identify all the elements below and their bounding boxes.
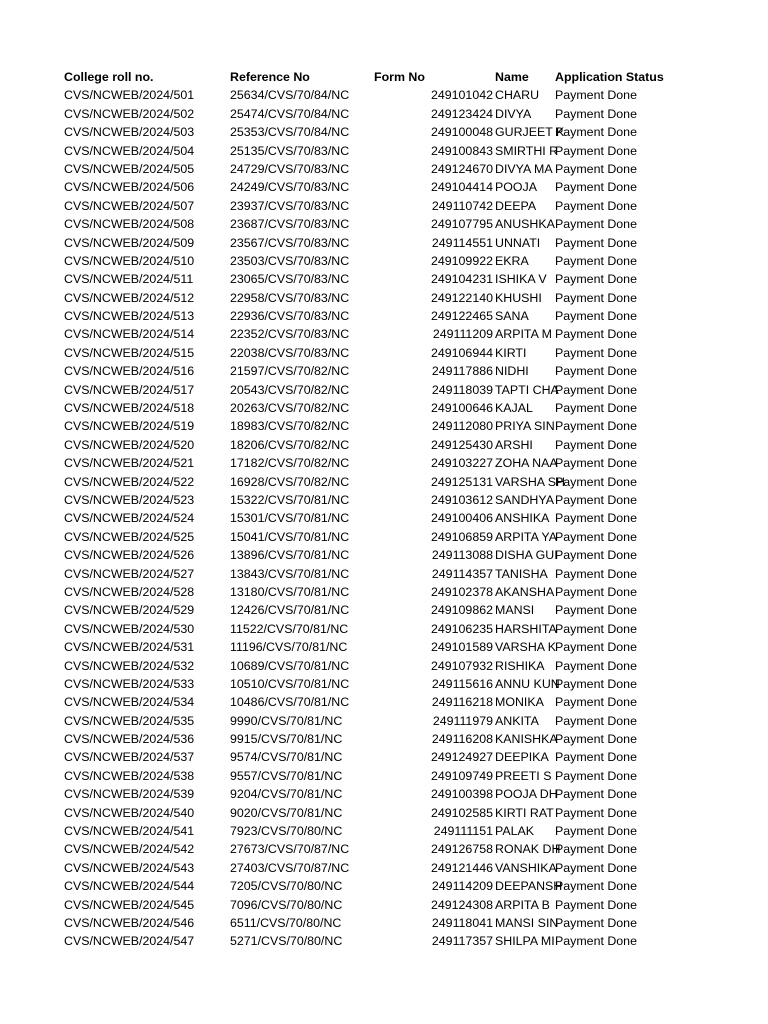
cell-reference-no: 9990/CVS/70/81/NC [230,713,343,728]
cell-name: TANISHA [495,566,548,581]
cell-reference-no: 25353/CVS/70/84/NC [230,125,350,140]
header-reference-no: Reference No [230,70,310,84]
table-row [0,730,768,748]
cell-name: SMIRTHI R [495,143,559,158]
table-row [0,675,768,693]
cell-reference-no: 23503/CVS/70/83/NC [230,253,350,268]
cell-form-no: 249113088 [431,548,493,563]
cell-form-no: 249106235 [430,621,493,636]
cell-application-status: Payment Done [555,198,637,213]
table-row [0,748,768,766]
cell-application-status: Payment Done [555,474,637,489]
cell-reference-no: 10689/CVS/70/81/NC [230,658,350,673]
cell-name: KIRTI [495,345,527,360]
cell-form-no: 249101042 [430,88,493,103]
table-row [0,932,768,950]
cell-college-roll-no: CVS/NCWEB/2024/510 [64,253,195,268]
cell-form-no: 249102378 [430,584,493,599]
table-row [0,767,768,785]
table-row [0,840,768,858]
cell-college-roll-no: CVS/NCWEB/2024/512 [64,290,195,305]
cell-college-roll-no: CVS/NCWEB/2024/501 [64,88,195,103]
cell-name: RONAK DH [495,842,561,857]
cell-name: DEEPANSH [495,879,563,894]
table-row [0,344,768,362]
cell-application-status: Payment Done [555,419,637,434]
cell-college-roll-no: CVS/NCWEB/2024/505 [64,161,195,176]
cell-college-roll-no: CVS/NCWEB/2024/543 [64,860,195,875]
cell-form-no: 249122140 [430,290,493,305]
table-row [0,583,768,601]
cell-college-roll-no: CVS/NCWEB/2024/525 [64,529,195,544]
table-row [0,914,768,932]
table-header-row [0,68,768,86]
cell-application-status: Payment Done [555,584,637,599]
cell-application-status: Payment Done [555,88,637,103]
cell-reference-no: 27673/CVS/70/87/NC [230,842,350,857]
cell-reference-no: 20543/CVS/70/82/NC [230,382,350,397]
cell-college-roll-no: CVS/NCWEB/2024/516 [64,364,195,379]
cell-form-no: 249125430 [430,437,493,452]
cell-name: DIVYA MA [495,161,553,176]
cell-name: SANA [495,309,529,324]
cell-college-roll-no: CVS/NCWEB/2024/527 [64,566,195,581]
cell-reference-no: 10510/CVS/70/81/NC [230,676,350,691]
cell-college-roll-no: CVS/NCWEB/2024/502 [64,106,195,121]
cell-form-no: 249107795 [430,217,493,232]
cell-reference-no: 13843/CVS/70/81/NC [230,566,350,581]
table-row [0,325,768,343]
table-row [0,454,768,472]
table-row [0,509,768,527]
cell-college-roll-no: CVS/NCWEB/2024/539 [64,787,195,802]
cell-form-no: 249124308 [430,897,493,912]
cell-reference-no: 21597/CVS/70/82/NC [230,364,350,379]
table-row [0,123,768,141]
table-row [0,160,768,178]
cell-form-no: 249100048 [430,125,493,140]
cell-application-status: Payment Done [555,253,637,268]
cell-application-status: Payment Done [555,566,637,581]
cell-form-no: 249124670 [430,161,493,176]
cell-name: ARSHI [495,437,533,452]
cell-form-no: 249122465 [430,309,493,324]
table-row [0,381,768,399]
cell-college-roll-no: CVS/NCWEB/2024/523 [64,492,195,507]
cell-reference-no: 7923/CVS/70/80/NC [230,824,343,839]
cell-college-roll-no: CVS/NCWEB/2024/518 [64,401,195,416]
cell-reference-no: 25135/CVS/70/83/NC [230,143,350,158]
cell-college-roll-no: CVS/NCWEB/2024/514 [64,327,195,342]
cell-application-status: Payment Done [555,787,637,802]
cell-application-status: Payment Done [555,290,637,305]
cell-form-no: 249109749 [430,768,493,783]
table-row [0,657,768,675]
cell-reference-no: 23687/CVS/70/83/NC [230,217,350,232]
cell-name: DEEPIKA [495,750,549,765]
cell-name: DIVYA [495,106,532,121]
cell-reference-no: 23567/CVS/70/83/NC [230,235,350,250]
cell-name: DEEPA [495,198,537,213]
cell-college-roll-no: CVS/NCWEB/2024/517 [64,382,195,397]
cell-reference-no: 20263/CVS/70/82/NC [230,401,350,416]
table-row [0,142,768,160]
cell-name: POOJA DH [495,787,558,802]
table-row [0,86,768,104]
cell-college-roll-no: CVS/NCWEB/2024/533 [64,676,195,691]
table-row [0,804,768,822]
cell-reference-no: 18206/CVS/70/82/NC [230,437,350,452]
cell-reference-no: 15041/CVS/70/81/NC [230,529,350,544]
cell-application-status: Payment Done [555,897,637,912]
cell-college-roll-no: CVS/NCWEB/2024/528 [64,584,195,599]
cell-college-roll-no: CVS/NCWEB/2024/534 [64,695,195,710]
cell-form-no: 249104414 [430,180,493,195]
cell-name: DISHA GUI [495,548,558,563]
cell-college-roll-no: CVS/NCWEB/2024/531 [64,640,195,655]
cell-name: SHILPA MI [495,934,555,949]
cell-application-status: Payment Done [555,382,637,397]
cell-form-no: 249110742 [431,198,493,213]
cell-application-status: Payment Done [555,437,637,452]
cell-form-no: 249107932 [430,658,493,673]
cell-college-roll-no: CVS/NCWEB/2024/540 [64,805,195,820]
table-row [0,896,768,914]
cell-reference-no: 18983/CVS/70/82/NC [230,419,350,434]
cell-form-no: 249103227 [430,456,493,471]
cell-form-no: 249125131 [430,474,493,489]
cell-name: CHARU [495,88,540,103]
cell-name: GURJEET K [495,125,565,140]
cell-form-no: 249109862 [430,603,493,618]
spreadsheet-table [0,68,768,951]
table-body [0,86,768,950]
cell-application-status: Payment Done [555,658,637,673]
cell-reference-no: 7205/CVS/70/80/NC [230,879,343,894]
cell-application-status: Payment Done [555,824,637,839]
cell-application-status: Payment Done [555,511,637,526]
cell-form-no: 249121446 [430,860,493,875]
cell-reference-no: 15322/CVS/70/81/NC [230,492,350,507]
cell-reference-no: 22958/CVS/70/83/NC [230,290,350,305]
cell-form-no: 249114551 [431,235,493,250]
cell-college-roll-no: CVS/NCWEB/2024/537 [64,750,195,765]
table-row [0,859,768,877]
cell-application-status: Payment Done [555,309,637,324]
table-row [0,877,768,895]
cell-name: PREETI S [495,768,552,783]
cell-application-status: Payment Done [555,732,637,747]
cell-application-status: Payment Done [555,768,637,783]
cell-name: AKANSHA [495,584,555,599]
cell-reference-no: 9574/CVS/70/81/NC [230,750,343,765]
cell-name: ZOHA NAA [495,456,558,471]
cell-name: PALAK [495,824,535,839]
cell-form-no: 249126758 [430,842,493,857]
cell-application-status: Payment Done [555,401,637,416]
table-row [0,712,768,730]
cell-college-roll-no: CVS/NCWEB/2024/536 [64,732,195,747]
cell-reference-no: 23937/CVS/70/83/NC [230,198,350,213]
cell-form-no: 249100398 [430,787,493,802]
cell-reference-no: 22936/CVS/70/83/NC [230,309,350,324]
table-row [0,399,768,417]
cell-name: ANUSHKA [495,217,555,232]
cell-reference-no: 23065/CVS/70/83/NC [230,272,350,287]
cell-form-no: 249114209 [431,879,493,894]
table-row [0,270,768,288]
cell-application-status: Payment Done [555,217,637,232]
cell-application-status: Payment Done [555,529,637,544]
cell-reference-no: 10486/CVS/70/81/NC [230,695,350,710]
table-row [0,546,768,564]
cell-college-roll-no: CVS/NCWEB/2024/519 [64,419,195,434]
cell-form-no: 249112080 [431,419,493,434]
table-row [0,307,768,325]
cell-reference-no: 15301/CVS/70/81/NC [230,511,350,526]
cell-name: ARPITA YA [495,529,557,544]
cell-application-status: Payment Done [555,860,637,875]
cell-application-status: Payment Done [555,106,637,121]
cell-name: NIDHI [495,364,529,379]
cell-reference-no: 16928/CVS/70/82/NC [230,474,350,489]
table-row [0,362,768,380]
cell-name: ARPITA M [495,327,552,342]
cell-form-no: 249100406 [430,511,493,526]
header-form-no: Form No [374,70,425,84]
header-college-roll-no: College roll no. [64,70,154,84]
cell-form-no: 249111979 [432,713,493,728]
cell-form-no: 249115616 [431,676,493,691]
table-row [0,785,768,803]
cell-reference-no: 5271/CVS/70/80/NC [230,934,343,949]
cell-college-roll-no: CVS/NCWEB/2024/524 [64,511,195,526]
cell-form-no: 249118039 [431,382,493,397]
cell-application-status: Payment Done [555,364,637,379]
cell-college-roll-no: CVS/NCWEB/2024/529 [64,603,195,618]
cell-name: KANISHKA [495,732,558,747]
table-row [0,289,768,307]
cell-name: ISHIKA V [495,272,547,287]
cell-name: KHUSHI [495,290,542,305]
header-name: Name [495,70,529,84]
cell-form-no: 249118041 [431,915,493,930]
table-row [0,215,768,233]
table-row [0,436,768,454]
table-row [0,105,768,123]
cell-name: MANSI SIN [495,915,559,930]
cell-form-no: 249117886 [431,364,493,379]
cell-application-status: Payment Done [555,676,637,691]
cell-application-status: Payment Done [555,750,637,765]
cell-reference-no: 11196/CVS/70/81/NC [230,640,348,655]
cell-form-no: 249100843 [430,143,493,158]
cell-form-no: 249116218 [431,695,493,710]
cell-college-roll-no: CVS/NCWEB/2024/511 [64,272,194,287]
cell-application-status: Payment Done [555,695,637,710]
cell-reference-no: 9915/CVS/70/81/NC [230,732,343,747]
table-row [0,565,768,583]
cell-name: VANSHIKA [495,860,557,875]
cell-application-status: Payment Done [555,603,637,618]
cell-college-roll-no: CVS/NCWEB/2024/546 [64,915,195,930]
cell-college-roll-no: CVS/NCWEB/2024/515 [64,345,195,360]
cell-application-status: Payment Done [555,143,637,158]
cell-application-status: Payment Done [555,272,637,287]
cell-college-roll-no: CVS/NCWEB/2024/547 [64,934,195,949]
cell-name: KAJAL [495,401,533,416]
table-row [0,197,768,215]
cell-reference-no: 9020/CVS/70/81/NC [230,805,343,820]
cell-form-no: 249117357 [431,934,493,949]
cell-reference-no: 6511/CVS/70/80/NC [230,915,342,930]
cell-college-roll-no: CVS/NCWEB/2024/507 [64,198,195,213]
cell-form-no: 249124927 [430,750,493,765]
table-row [0,417,768,435]
cell-application-status: Payment Done [555,492,637,507]
cell-form-no: 249114357 [431,566,493,581]
cell-reference-no: 13896/CVS/70/81/NC [230,548,350,563]
table-row [0,252,768,270]
table-row [0,822,768,840]
cell-college-roll-no: CVS/NCWEB/2024/521 [64,456,195,471]
header-application-status: Application Status [555,70,664,84]
table-row [0,601,768,619]
cell-college-roll-no: CVS/NCWEB/2024/535 [64,713,195,728]
cell-form-no: 249106944 [430,345,493,360]
cell-application-status: Payment Done [555,327,637,342]
cell-application-status: Payment Done [555,180,637,195]
cell-application-status: Payment Done [555,621,637,636]
cell-form-no: 249100646 [430,401,493,416]
cell-form-no: 249116208 [431,732,493,747]
cell-application-status: Payment Done [555,640,637,655]
cell-form-no: 249102585 [430,805,493,820]
cell-name: TAPTI CHA [495,382,559,397]
cell-form-no: 249103612 [430,492,493,507]
cell-reference-no: 11522/CVS/70/81/NC [230,621,349,636]
cell-reference-no: 13180/CVS/70/81/NC [230,584,350,599]
cell-reference-no: 22038/CVS/70/83/NC [230,345,350,360]
cell-application-status: Payment Done [555,805,637,820]
cell-application-status: Payment Done [555,456,637,471]
cell-reference-no: 25634/CVS/70/84/NC [230,88,350,103]
table-row [0,178,768,196]
cell-application-status: Payment Done [555,915,637,930]
cell-name: MANSI [495,603,535,618]
cell-form-no: 249111151 [433,824,493,839]
cell-college-roll-no: CVS/NCWEB/2024/506 [64,180,195,195]
cell-reference-no: 24249/CVS/70/83/NC [230,180,350,195]
cell-college-roll-no: CVS/NCWEB/2024/530 [64,621,195,636]
cell-college-roll-no: CVS/NCWEB/2024/538 [64,768,195,783]
table-row [0,638,768,656]
cell-name: ANKITA [495,713,539,728]
cell-application-status: Payment Done [555,235,637,250]
table-row [0,620,768,638]
cell-application-status: Payment Done [555,713,637,728]
cell-application-status: Payment Done [555,161,637,176]
cell-application-status: Payment Done [555,842,637,857]
cell-reference-no: 17182/CVS/70/82/NC [230,456,350,471]
table-row [0,491,768,509]
table-row [0,693,768,711]
cell-reference-no: 27403/CVS/70/87/NC [230,860,350,875]
cell-name: ANNU KUN [495,676,560,691]
cell-college-roll-no: CVS/NCWEB/2024/503 [64,125,195,140]
cell-form-no: 249109922 [430,253,493,268]
cell-college-roll-no: CVS/NCWEB/2024/542 [64,842,195,857]
cell-application-status: Payment Done [555,934,637,949]
cell-name: KIRTI RAT [495,805,554,820]
cell-college-roll-no: CVS/NCWEB/2024/541 [64,824,195,839]
cell-reference-no: 22352/CVS/70/83/NC [230,327,350,342]
cell-reference-no: 25474/CVS/70/84/NC [230,106,350,121]
cell-name: HARSHITA [495,621,557,636]
cell-college-roll-no: CVS/NCWEB/2024/520 [64,437,195,452]
cell-application-status: Payment Done [555,548,637,563]
cell-name: ARPITA B [495,897,550,912]
cell-name: RISHIKA [495,658,545,673]
cell-form-no: 249106859 [430,529,493,544]
table-row [0,234,768,252]
cell-form-no: 249101589 [430,640,493,655]
cell-reference-no: 9557/CVS/70/81/NC [230,768,343,783]
cell-college-roll-no: CVS/NCWEB/2024/509 [64,235,195,250]
table-row [0,473,768,491]
cell-name: SANDHYA [495,492,554,507]
cell-reference-no: 24729/CVS/70/83/NC [230,161,350,176]
cell-college-roll-no: CVS/NCWEB/2024/522 [64,474,195,489]
cell-application-status: Payment Done [555,879,637,894]
cell-application-status: Payment Done [555,345,637,360]
cell-form-no: 249104231 [430,272,493,287]
cell-name: POOJA [495,180,537,195]
cell-college-roll-no: CVS/NCWEB/2024/508 [64,217,195,232]
cell-name: ANSHIKA [495,511,550,526]
cell-college-roll-no: CVS/NCWEB/2024/526 [64,548,195,563]
cell-college-roll-no: CVS/NCWEB/2024/545 [64,897,195,912]
cell-name: VARSHA K [495,640,557,655]
cell-reference-no: 7096/CVS/70/80/NC [230,897,343,912]
table-row [0,528,768,546]
cell-form-no: 249111209 [432,327,493,342]
cell-reference-no: 12426/CVS/70/81/NC [230,603,350,618]
cell-college-roll-no: CVS/NCWEB/2024/544 [64,879,195,894]
cell-name: VARSHA SH [495,474,566,489]
cell-name: EKRA [495,253,529,268]
cell-reference-no: 9204/CVS/70/81/NC [230,787,343,802]
cell-college-roll-no: CVS/NCWEB/2024/513 [64,309,195,324]
cell-form-no: 249123424 [430,106,493,121]
cell-name: UNNATI [495,235,541,250]
cell-name: PRIYA SIN [495,419,555,434]
cell-college-roll-no: CVS/NCWEB/2024/504 [64,143,195,158]
cell-college-roll-no: CVS/NCWEB/2024/532 [64,658,195,673]
cell-application-status: Payment Done [555,125,637,140]
cell-name: MONIKA [495,695,544,710]
